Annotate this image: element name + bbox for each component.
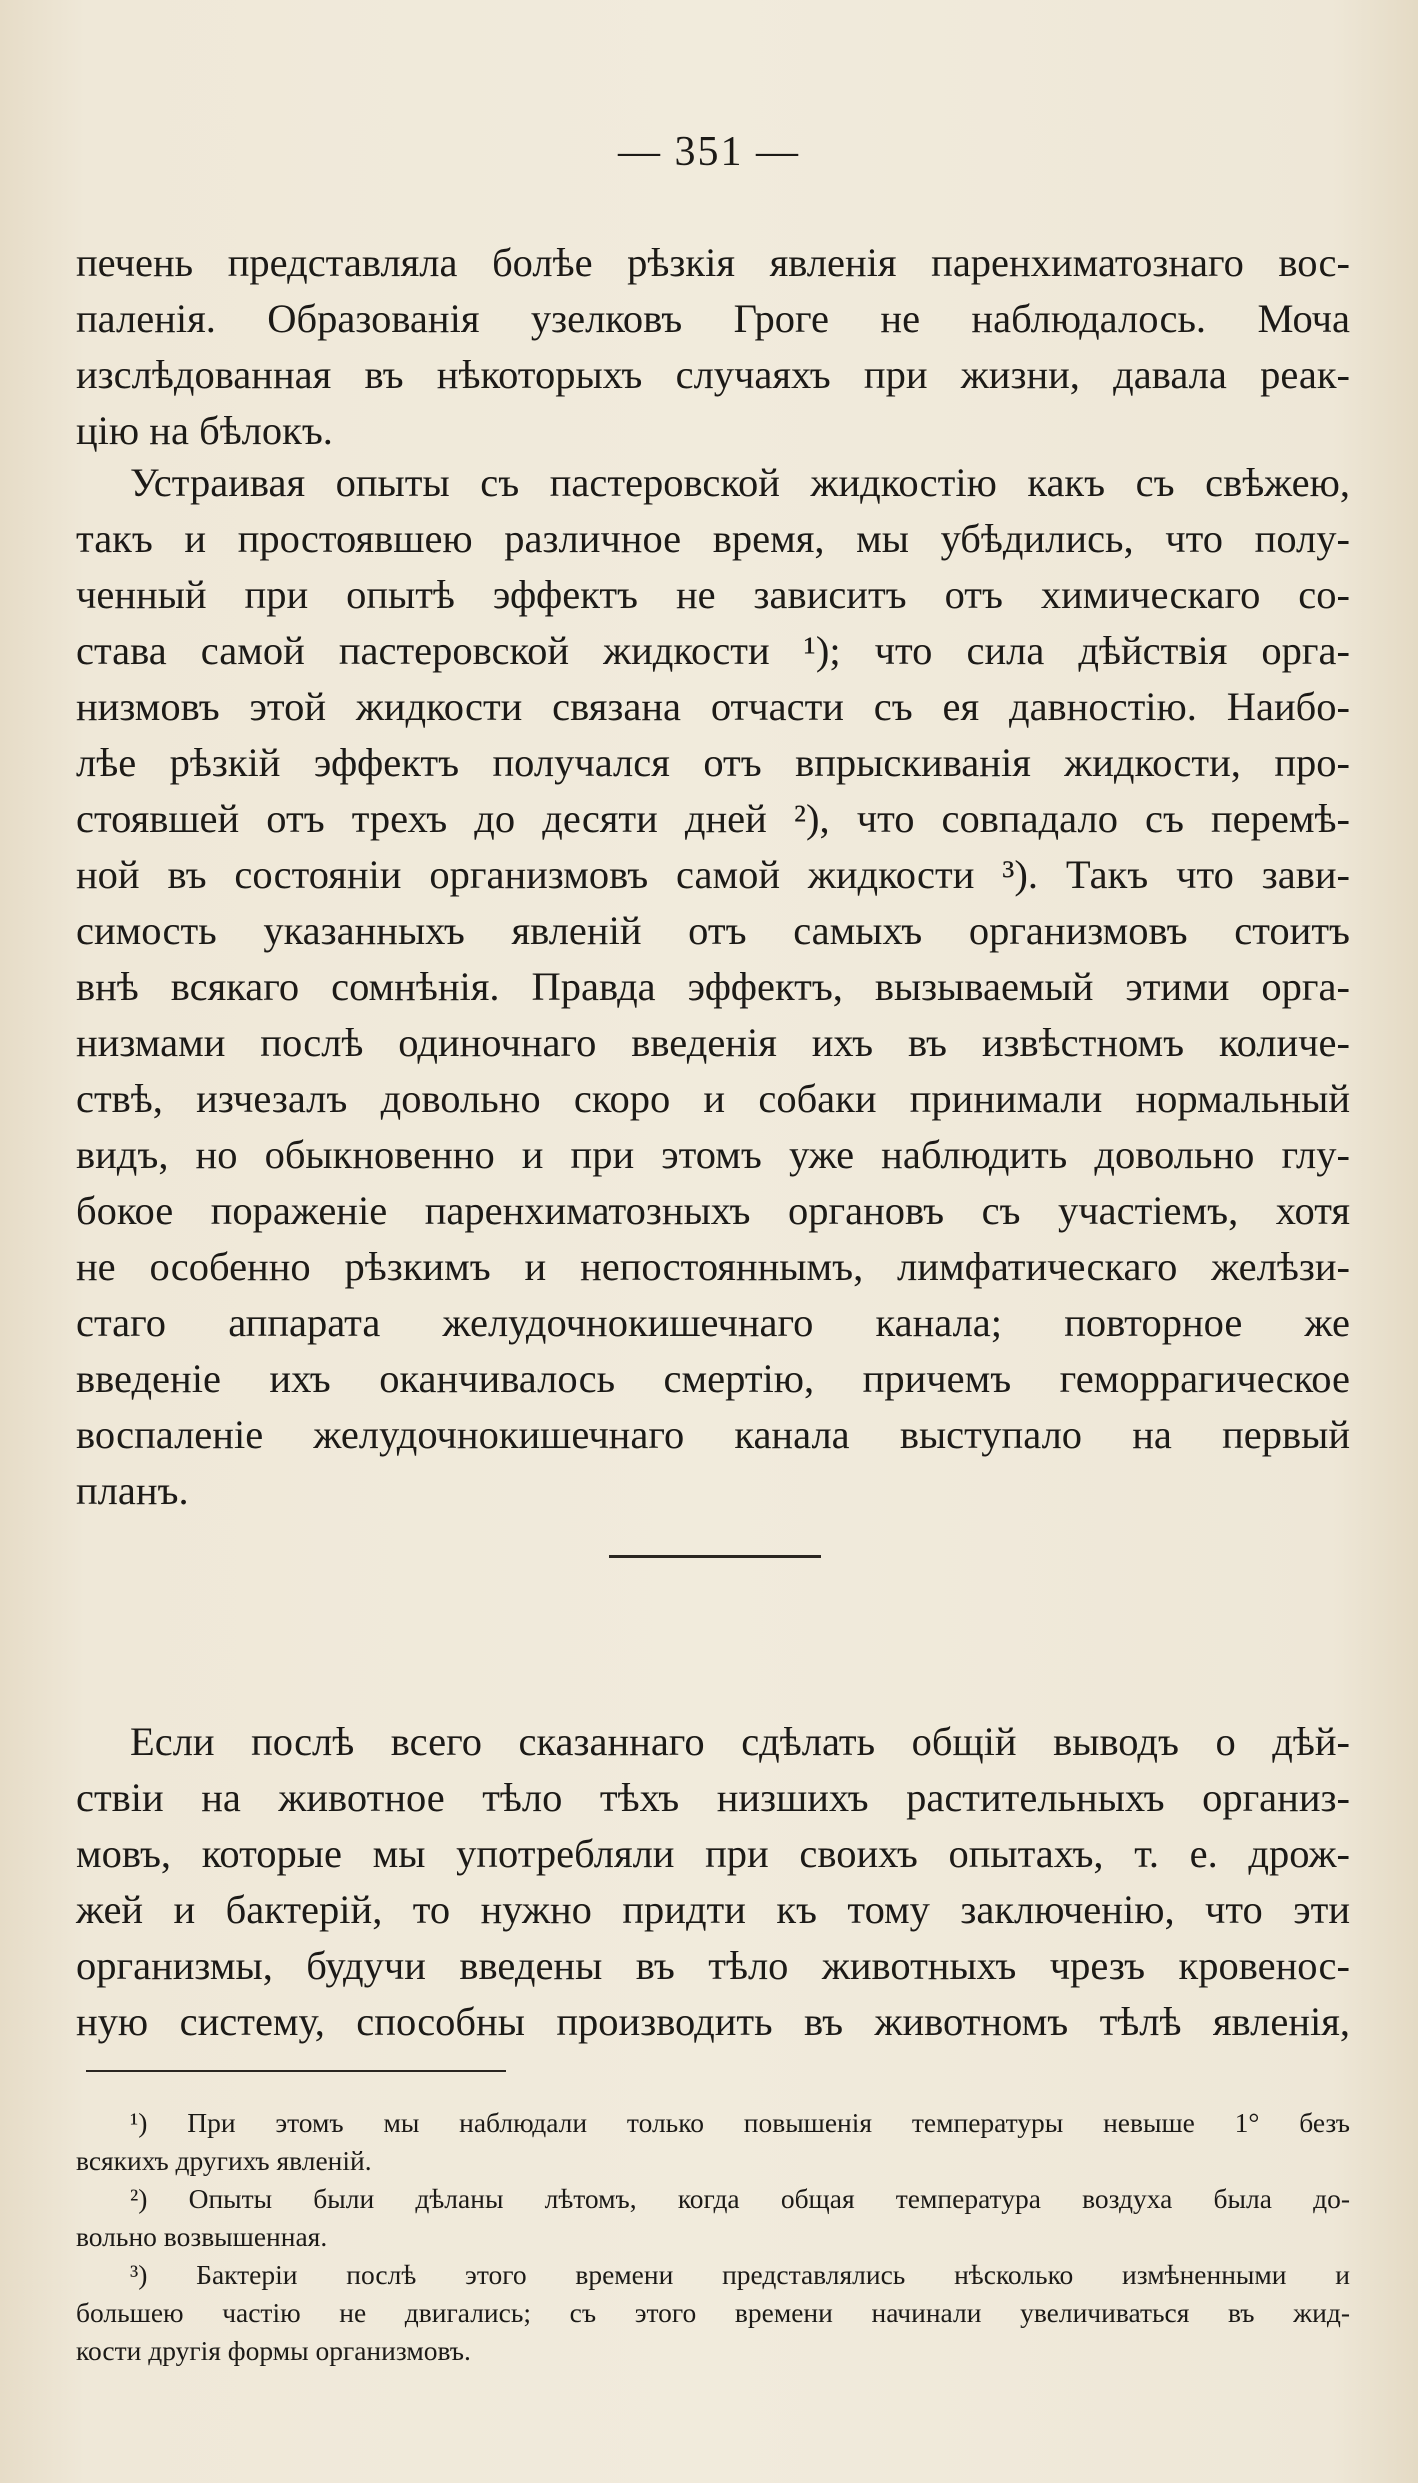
section-divider	[609, 1555, 821, 1558]
text-line: введеніе ихъ оканчивалось смертію, причемъ геморрагическое	[76, 1356, 1350, 1401]
text-line: внѣ всякаго сомнѣнія. Правда эффектъ, вызываемый этими орга-	[76, 964, 1350, 1009]
text-line: не особенно рѣзкимъ и непостояннымъ, лимфатическаго желѣзи-	[76, 1244, 1350, 1289]
paragraph-experiments	[76, 455, 1350, 1519]
paragraph-continuation	[76, 235, 1350, 459]
text-line: стаго аппарата желудочнокишечнаго канала; повторное же	[76, 1300, 1350, 1345]
text-line: видъ, но обыкновенно и при этомъ уже наблюдить довольно глу-	[76, 1132, 1350, 1177]
text-line: печень представляла болѣе рѣзкія явленія паренхиматознаго вос-	[76, 240, 1350, 285]
text-line: ствѣ, изчезалъ довольно скоро и собаки принимали нормальный	[76, 1076, 1350, 1121]
text-line: воспаленіе желудочнокишечнаго канала выступало на первый	[76, 1412, 1350, 1457]
footnote-line: ¹) При этомъ мы наблюдали только повышенія температуры невыше 1° безъ	[130, 2107, 1350, 2138]
text-line: Если послѣ всего сказаннаго сдѣлать общій выводъ о дѣй-	[130, 1719, 1350, 1764]
footnotes	[76, 2104, 1350, 2370]
text-line: бокое пораженіе паренхиматозныхъ органовъ съ участіемъ, хотя	[76, 1188, 1350, 1233]
footnote-line: всякихъ другихъ явленій.	[76, 2145, 372, 2176]
text-line: такъ и простоявшею различное время, мы убѣдились, что полу-	[76, 516, 1350, 561]
text-line: ченный при опытѣ эффектъ не зависитъ отъ химическаго со-	[76, 572, 1350, 617]
text-line: цію на бѣлокъ.	[76, 408, 333, 453]
text-line: мовъ, которые мы употребляли при своихъ опытахъ, т. е. дрож-	[76, 1831, 1350, 1876]
text-line: ствіи на животное тѣло тѣхъ низшихъ растительныхъ организ-	[76, 1775, 1350, 1820]
text-line: ную систему, способны производить въ животномъ тѣлѣ явленія,	[76, 1999, 1350, 2044]
footnote-line: кости другія формы организмовъ.	[76, 2335, 471, 2366]
text-line: става самой пастеровской жидкости ¹); что сила дѣйствія орга-	[76, 628, 1350, 673]
text-line: планъ.	[76, 1468, 189, 1513]
text-line: стоявшей отъ трехъ до десяти дней ²), что совпадало съ перемѣ-	[76, 796, 1350, 841]
text-line: симость указанныхъ явленій отъ самыхъ организмовъ стоитъ	[76, 908, 1350, 953]
text-line: низмовъ этой жидкости связана отчасти съ ея давностію. Наибо-	[76, 684, 1350, 729]
footnote-line: большею частію не двигались; съ этого времени начинали увеличиваться въ жид-	[76, 2297, 1350, 2328]
footnote-line: вольно возвышенная.	[76, 2221, 328, 2252]
text-line: низмами послѣ одиночнаго введенія ихъ въ извѣстномъ количе-	[76, 1020, 1350, 1065]
paragraph-conclusion	[76, 1714, 1350, 2050]
text-line: организмы, будучи введены въ тѣло животныхъ чрезъ кровенос-	[76, 1943, 1350, 1988]
text-line: паленія. Образованія узелковъ Гроге не наблюдалось. Моча	[76, 296, 1350, 341]
page-number: — 351 —	[618, 129, 800, 175]
footnote-line: ³) Бактеріи послѣ этого времени представлялись нѣсколько измѣненными и	[130, 2259, 1350, 2290]
text-line: Устраивая опыты съ пастеровской жидкостію какъ съ свѣжею,	[130, 460, 1350, 505]
text-line: жей и бактерій, то нужно придти къ тому заключенію, что эти	[76, 1887, 1350, 1932]
text-line: ной въ состояніи организмовъ самой жидкости ³). Такъ что зави-	[76, 852, 1350, 897]
footnote-line: ²) Опыты были дѣланы лѣтомъ, когда общая температура воздуха была до-	[130, 2183, 1350, 2214]
footnote-divider	[86, 2070, 506, 2072]
text-line: изслѣдованная въ нѣкоторыхъ случаяхъ при жизни, давала реак-	[76, 352, 1350, 397]
text-line: лѣе рѣзкій эффектъ получался отъ впрыскиванія жидкости, про-	[76, 740, 1350, 785]
